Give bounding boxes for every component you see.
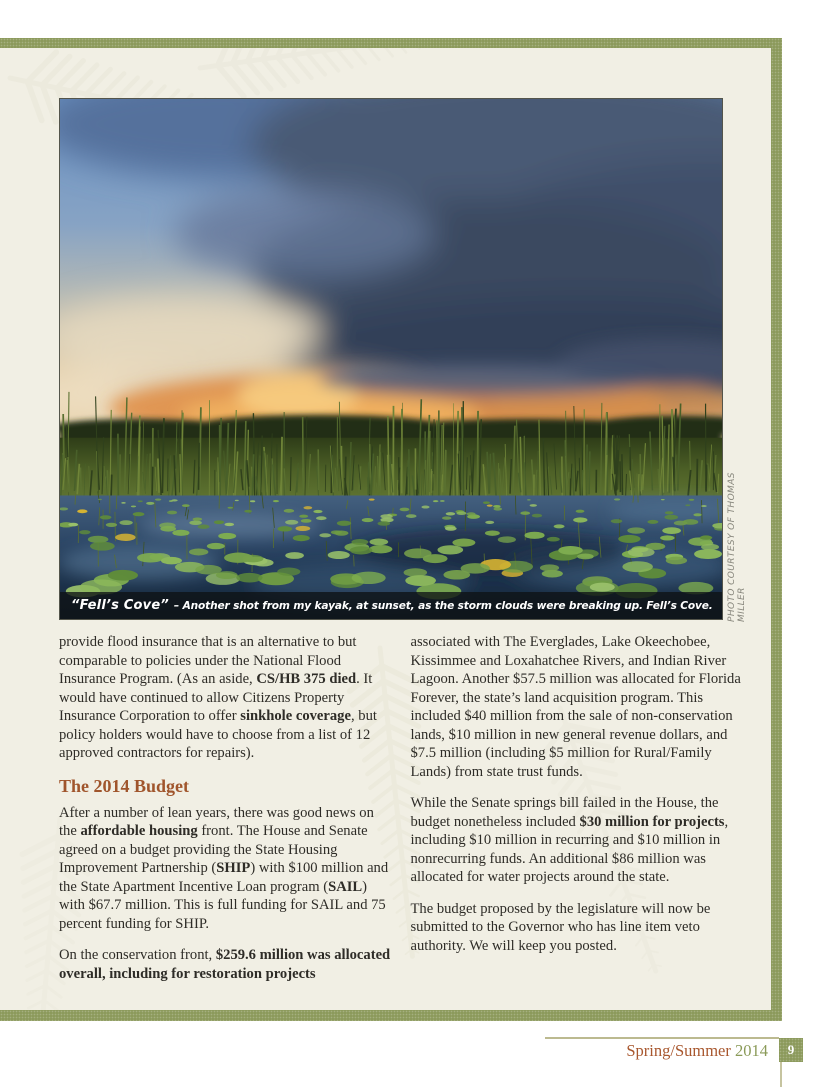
photo-caption-title: “Fell’s Cove”	[71, 598, 169, 613]
paragraph: associated with The Everglades, Lake Okeechobee, Kissimmee and Loxahatchee Rivers, and Indian River Lagoon. Another $57.5 million was allocated for Florida Forever, the state’s land acquisition program. This included $40 million from the sale of non-conservation lands, $10 million in new general revenue dollars, and $7.5 million (including $5 million for Rural/Family Lands) from state trust funds.	[410, 634, 741, 780]
paragraph: After a number of lean years, there was good news on the affordable housing front. The House and Senate agreed on a budget providing the State Housing Improvement Partnership (SHIP) with $100 million and the State Apartment Incentive Loan program (SAIL) with $67.7 million. This is full funding for SAIL and 75 percent funding for SHIP.	[59, 804, 389, 932]
photo-illustration	[60, 99, 722, 619]
photo-caption-bar	[60, 592, 722, 619]
bottom-border-bar	[0, 1010, 782, 1021]
right-column	[411, 633, 743, 996]
paragraph: provide flood insurance that is an alternative to but comparable to policies under the National Flood Insurance Program. (As an aside, CS/HB 375 died. It would have continued to allow Citizens Property Insurance Corporation to offer sinkhole coverage, but policy holders would have to choose from a list of 12 approved contractors for repairs).	[59, 634, 377, 761]
section-heading: The 2014 Budget	[59, 775, 190, 796]
photo-credit-vertical: PHOTO COURTESY OF THOMAS MILLER	[727, 472, 747, 622]
footer-season: Spring/Summer	[626, 1041, 731, 1060]
paragraph: The budget proposed by the legislature will now be submitted to the Governor who has line item veto authority. We will keep you posted.	[410, 900, 711, 954]
page-number-badge	[779, 1038, 803, 1062]
page-number: 9	[787, 1042, 795, 1057]
photo-caption-text: – Another shot from my kayak, at sunset, as the storm clouds were breaking up. Fell’s Cove.	[173, 599, 713, 612]
footer-vertical-line	[780, 1062, 782, 1087]
article-columns	[59, 633, 742, 996]
paragraph: While the Senate springs bill failed in the House, the budget nonetheless included $30 million for projects, including $10 million in recurring and $10 million in nonrecurring funds. An additional $86 million was allocated for water projects around the state.	[410, 795, 729, 885]
cove-photo	[59, 98, 723, 620]
paragraph: On the conservation front, $259.6 million was allocated overall, including for restoration projects	[59, 947, 391, 982]
footer-issue-label	[460, 1039, 768, 1062]
right-border-bar	[771, 38, 782, 1021]
footer-year: 2014	[735, 1041, 768, 1060]
top-border-bar	[0, 38, 782, 48]
left-column	[59, 633, 391, 996]
